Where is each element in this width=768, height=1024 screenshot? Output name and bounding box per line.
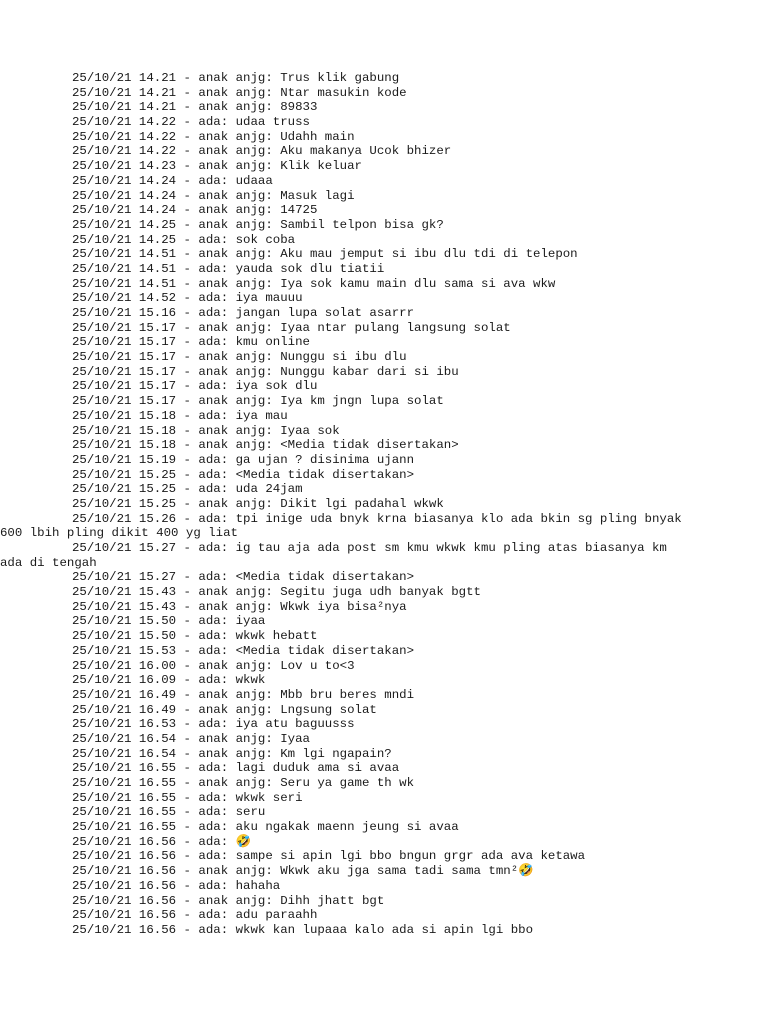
chat-line: 25/10/21 15.50 - ada: iyaa: [72, 614, 266, 629]
chat-line: 25/10/21 14.22 - anak anjg: Aku makanya Ucok bhizer: [72, 144, 452, 159]
chat-line: 25/10/21 15.25 - ada: <Media tidak disertakan>: [72, 467, 415, 482]
chat-line: 25/10/21 16.55 - anak anjg: Seru ya game th wk: [72, 776, 415, 790]
chat-line: 25/10/21 15.25 - anak anjg: Dikit lgi padahal wkwk: [72, 496, 444, 511]
chat-line: 25/10/21 14.22 - ada: udaa truss: [72, 115, 310, 130]
chat-line: 25/10/21 14.25 - ada: sok coba: [72, 232, 296, 247]
chat-line: 25/10/21 16.56 - ada: adu paraahh: [72, 908, 318, 923]
chat-line: 25/10/21 15.26 - ada: tpi inige uda bnyk krna biasanya klo ada bkin sg pling bnyak: [72, 511, 682, 526]
chat-line: 25/10/21 16.49 - anak anjg: Lngsung solat: [72, 702, 377, 717]
chat-line: 25/10/21 16.56 - anak anjg: Dihh jhatt bgt: [72, 893, 385, 908]
chat-line: 25/10/21 14.21 - anak anjg: Ntar masukin kode: [72, 85, 407, 100]
chat-line: 25/10/21 16.55 - ada: aku ngakak maenn jeung si avaa: [72, 820, 459, 835]
chat-line: 25/10/21 16.55 - ada: lagi duduk ama si avaa: [72, 761, 400, 776]
chat-line: 25/10/21 14.51 - anak anjg: Iya sok kamu main dlu sama si ava wkw: [72, 276, 556, 291]
chat-line: 25/10/21 16.54 - anak anjg: Km lgi ngapain?: [72, 746, 392, 761]
chat-line: 25/10/21 15.53 - ada: <Media tidak disertakan>: [72, 643, 415, 658]
chat-line: 25/10/21 16.54 - anak anjg: Iyaa: [72, 731, 310, 746]
chat-line: 25/10/21 16.56 - anak anjg: Wkwk aku jga sama tadi sama tmn²🤣: [72, 864, 534, 879]
chat-line: 25/10/21 15.16 - ada: jangan lupa solat asarrr: [72, 306, 415, 320]
chat-line: 25/10/21 14.51 - anak anjg: Aku mau jemput si ibu dlu tdi di telepon: [72, 247, 578, 262]
chat-line: 25/10/21 15.17 - anak anjg: Iyaa ntar pulang langsung solat: [72, 320, 511, 335]
chat-line: 25/10/21 15.43 - anak anjg: Wkwk iya bisa²nya: [72, 599, 407, 614]
chat-line: 25/10/21 15.17 - anak anjg: Iya km jngn lupa solat: [72, 394, 444, 409]
chat-line: 25/10/21 15.18 - anak anjg: <Media tidak disertakan>: [72, 438, 459, 453]
chat-line: 25/10/21 14.23 - anak anjg: Klik keluar: [72, 159, 362, 174]
chat-line: 25/10/21 16.09 - ada: wkwk: [72, 673, 266, 688]
chat-line: 25/10/21 15.17 - anak anjg: Nunggu si ibu dlu: [72, 350, 407, 365]
chat-transcript: [0, 71, 696, 938]
chat-line: 25/10/21 16.56 - ada: 🤣: [72, 834, 252, 849]
chat-line: 25/10/21 16.56 - ada: wkwk kan lupaaa kalo ada si apin lgi bbo: [72, 922, 534, 937]
chat-line: 25/10/21 16.56 - ada: hahaha: [72, 878, 281, 893]
chat-line: 25/10/21 15.50 - ada: wkwk hebatt: [72, 629, 318, 644]
chat-line: 25/10/21 15.19 - ada: ga ujan ? disinima ujann: [72, 452, 415, 467]
chat-line: 25/10/21 16.56 - ada: sampe si apin lgi bbo bngun grgr ada ava ketawa: [72, 849, 586, 864]
chat-line: 25/10/21 14.52 - ada: iya mauuu: [72, 291, 303, 306]
chat-line: 25/10/21 16.49 - anak anjg: Mbb bru beres mndi: [72, 687, 415, 702]
chat-line: 25/10/21 14.24 - anak anjg: 14725: [72, 203, 318, 218]
chat-line: 25/10/21 14.22 - anak anjg: Udahh main: [72, 129, 355, 144]
chat-line: 25/10/21 14.24 - anak anjg: Masuk lagi: [72, 188, 355, 203]
chat-line: 25/10/21 15.17 - ada: iya sok dlu: [72, 379, 318, 394]
chat-line: 25/10/21 16.55 - ada: wkwk seri: [72, 790, 303, 805]
chat-line-continuation: ada di tengah: [0, 555, 97, 570]
chat-line: 25/10/21 15.27 - ada: <Media tidak disertakan>: [72, 570, 415, 585]
chat-line: 25/10/21 14.25 - anak anjg: Sambil telpon bisa gk?: [72, 217, 444, 232]
chat-line: 25/10/21 15.17 - ada: kmu online: [72, 335, 310, 350]
chat-line: 25/10/21 14.51 - ada: yauda sok dlu tiatii: [72, 261, 385, 276]
chat-line: 25/10/21 15.18 - anak anjg: Iyaa sok: [72, 423, 340, 438]
chat-line: 25/10/21 15.27 - ada: ig tau aja ada post sm kmu wkwk kmu pling atas biasanya km: [72, 541, 667, 555]
chat-line: 25/10/21 15.43 - anak anjg: Segitu juga udh banyak bgtt: [72, 585, 481, 600]
chat-line: 25/10/21 16.53 - ada: iya atu baguusss: [72, 717, 355, 732]
chat-line-continuation: 600 lbih pling dikit 400 yg liat: [0, 526, 238, 541]
chat-line: 25/10/21 16.00 - anak anjg: Lov u to<3: [72, 658, 355, 673]
chat-line: 25/10/21 14.21 - anak anjg: Trus klik gabung: [72, 71, 400, 85]
chat-line: 25/10/21 14.24 - ada: udaaa: [72, 173, 273, 188]
chat-line: 25/10/21 15.18 - ada: iya mau: [72, 408, 288, 423]
chat-line: 25/10/21 14.21 - anak anjg: 89833: [72, 100, 318, 115]
chat-line: 25/10/21 16.55 - ada: seru: [72, 805, 266, 820]
chat-line: 25/10/21 15.25 - ada: uda 24jam: [72, 482, 303, 497]
chat-line: 25/10/21 15.17 - anak anjg: Nunggu kabar dari si ibu: [72, 364, 459, 379]
